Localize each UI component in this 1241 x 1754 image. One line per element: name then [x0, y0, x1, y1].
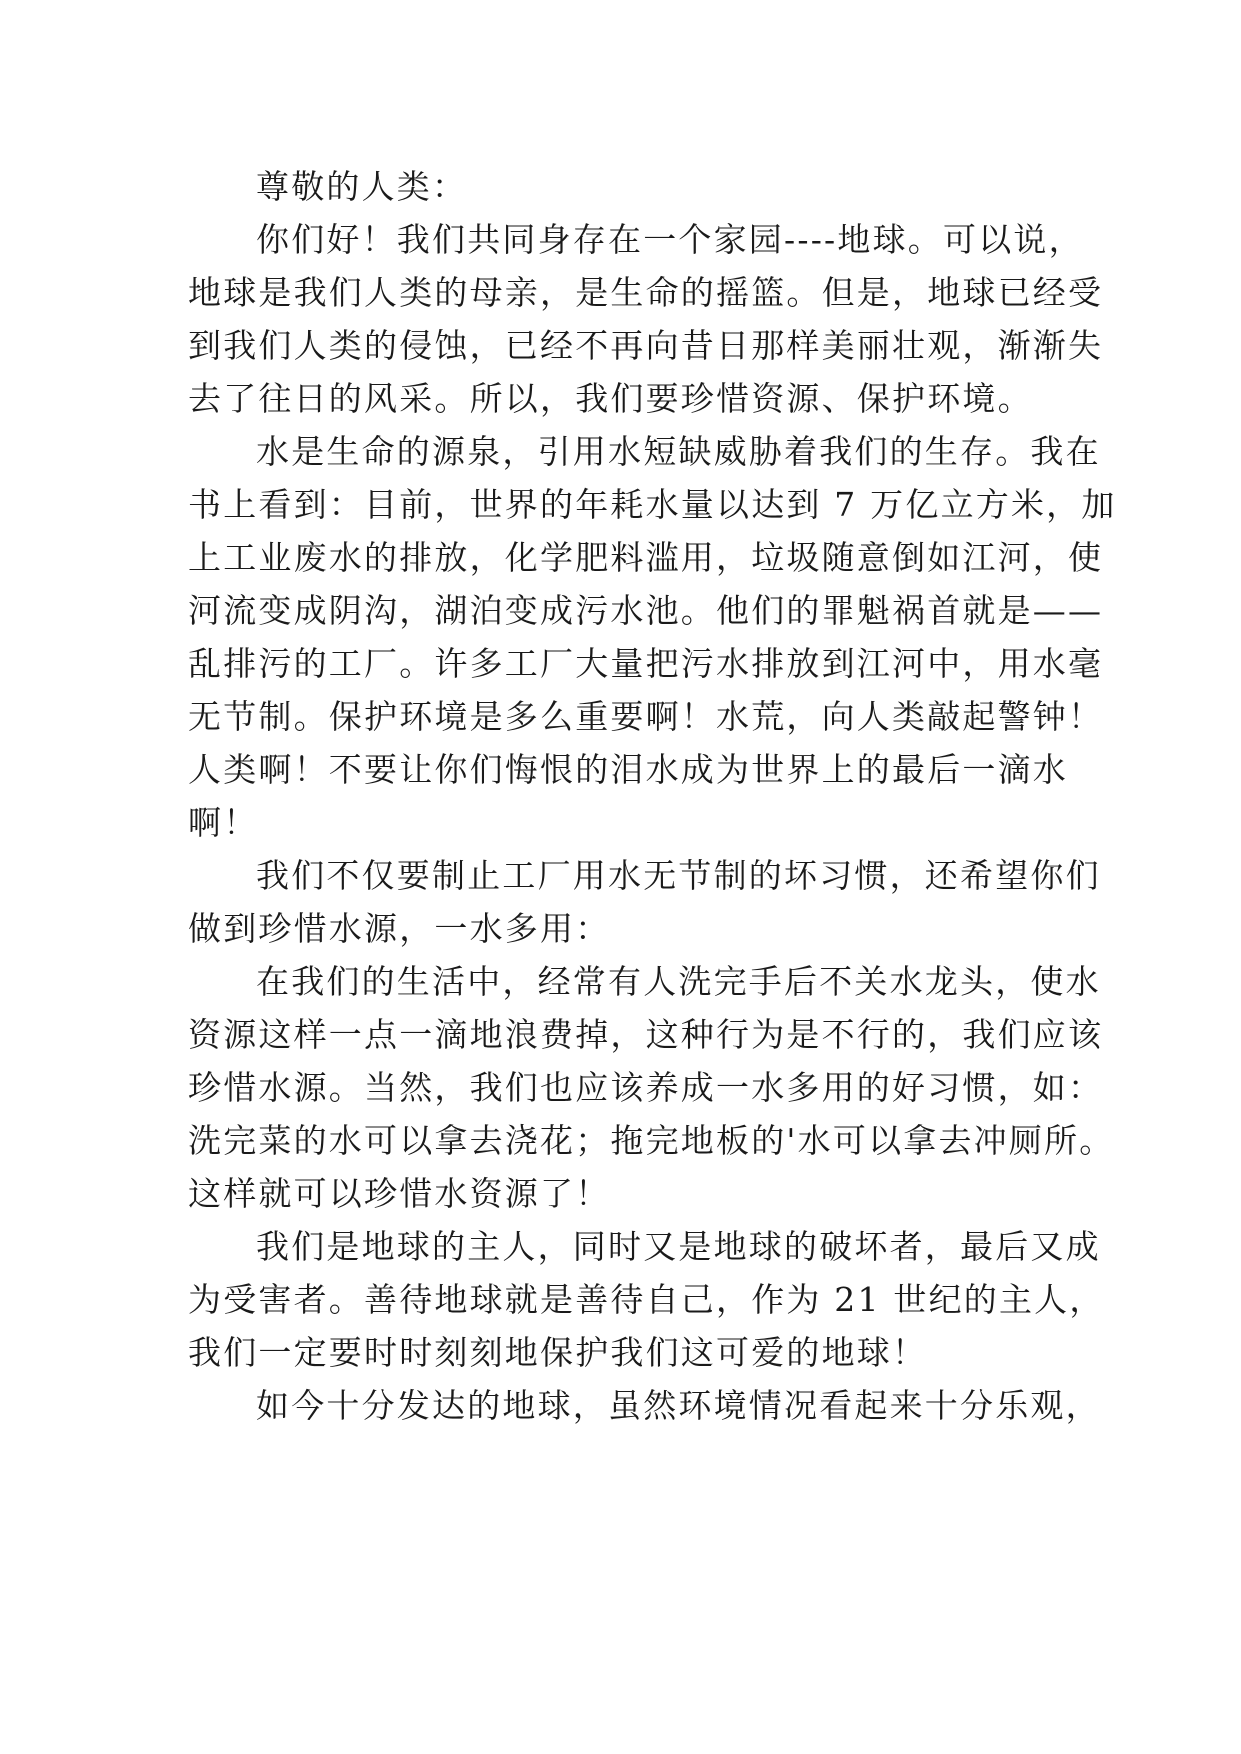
text-line: 做到珍惜水源，一水多用：	[188, 909, 611, 948]
text-line: 尊敬的人类：	[256, 167, 468, 206]
text-line: 乱排污的工厂。许多工厂大量把污水排放到江河中，用水毫	[188, 644, 1104, 683]
text-line: 河流变成阴沟，湖泊变成污水池。他们的罪魁祸首就是——	[188, 591, 1104, 630]
text-line: 到我们人类的侵蚀，已经不再向昔日那样美丽壮观，渐渐失	[188, 326, 1104, 365]
text-line: 我们一定要时时刻刻地保护我们这可爱的地球！	[188, 1333, 928, 1372]
text-line: 你们好！我们共同身存在一个家园----地球。可以说，	[256, 220, 1084, 259]
text-line: 我们是地球的主人，同时又是地球的破坏者，最后又成	[256, 1227, 1101, 1266]
text-line: 如今十分发达的地球，虽然环境情况看起来十分乐观，	[256, 1386, 1101, 1425]
text-line: 我们不仅要制止工厂用水无节制的坏习惯，还希望你们	[256, 856, 1101, 895]
text-line: 去了往日的风采。所以，我们要珍惜资源、保护环境。	[188, 379, 1033, 418]
text-line: 珍惜水源。当然，我们也应该养成一水多用的好习惯，如：	[188, 1068, 1104, 1107]
text-line: 无节制。保护环境是多么重要啊！水荒，向人类敲起警钟！	[188, 697, 1104, 736]
text-line: 在我们的生活中，经常有人洗完手后不关水龙头，使水	[256, 962, 1101, 1001]
text-line: 洗完菜的水可以拿去浇花；拖完地板的'水可以拿去冲厕所。	[188, 1121, 1115, 1160]
text-line: 人类啊！不要让你们悔恨的泪水成为世界上的最后一滴水	[188, 750, 1068, 789]
document-body	[188, 160, 1117, 1432]
text-line: 资源这样一点一滴地浪费掉，这种行为是不行的，我们应该	[188, 1015, 1104, 1054]
text-line: 为受害者。善待地球就是善待自己，作为 21 世纪的主人，	[188, 1280, 1105, 1319]
text-line: 上工业废水的排放，化学肥料滥用，垃圾随意倒如江河，使	[188, 538, 1104, 577]
text-line: 啊！	[188, 803, 259, 842]
text-line: 水是生命的源泉，引用水短缺威胁着我们的生存。我在	[256, 432, 1101, 471]
text-line: 书上看到：目前，世界的年耗水量以达到 7 万亿立方米，加	[188, 485, 1117, 524]
text-line: 这样就可以珍惜水资源了！	[188, 1174, 611, 1213]
text-line: 地球是我们人类的母亲，是生命的摇篮。但是，地球已经受	[188, 273, 1104, 312]
